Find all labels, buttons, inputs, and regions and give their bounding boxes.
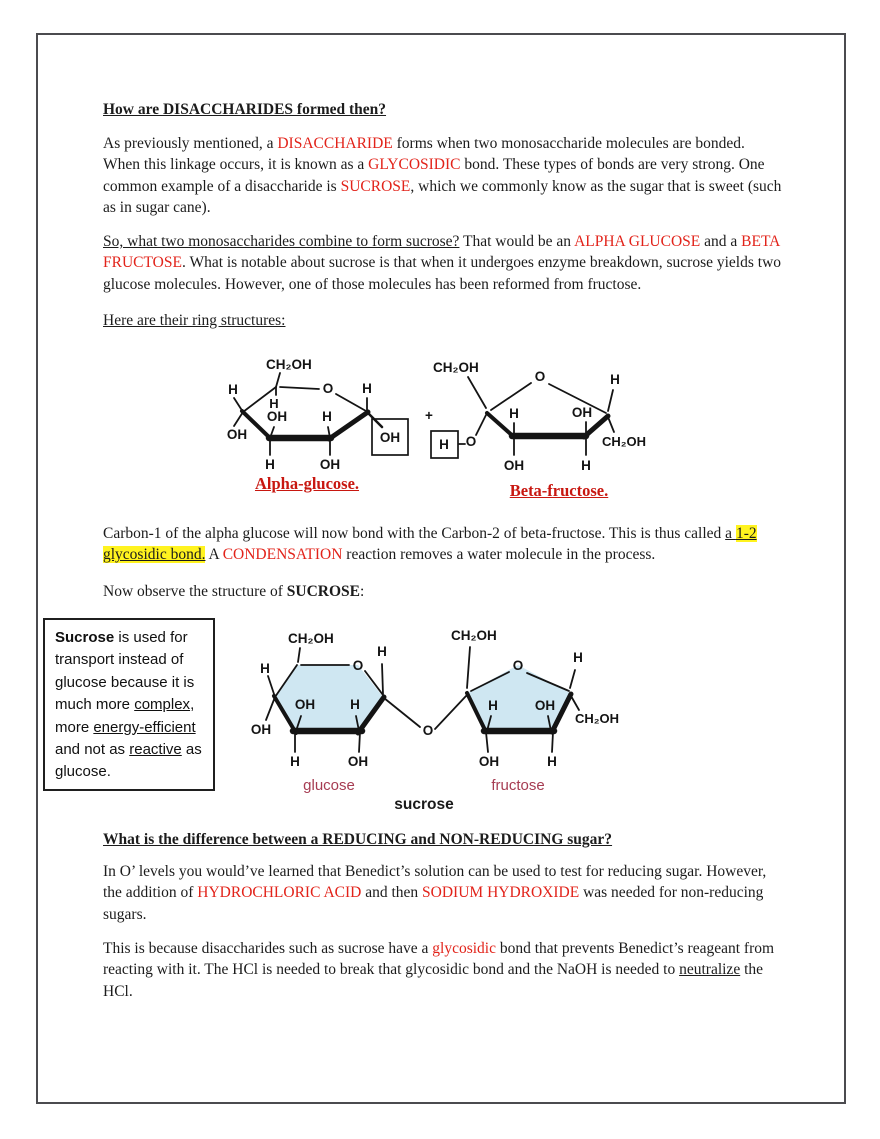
text-run: and not as <box>55 741 130 759</box>
text-run: BETA FRUCTOSE <box>103 233 780 272</box>
atom-label-oh: OH <box>347 754 369 769</box>
paragraph-disaccharide-intro <box>103 133 785 218</box>
atom-label-ch2oh: CH₂OH <box>602 434 647 449</box>
text-run: the HCl. <box>103 961 764 1000</box>
text-run: Here are their ring structures: <box>103 312 286 329</box>
atom-label-ring-o: O <box>352 658 364 673</box>
paragraph-observe-sucrose <box>103 581 785 602</box>
text-run: SUCROSE <box>340 177 411 195</box>
atom-label-ch2oh: CH₂OH <box>433 360 479 375</box>
text-run: is used for transport instead of glucose because it is much more <box>55 629 195 714</box>
paragraph-hcl-naoh <box>103 938 785 1002</box>
atom-label-h: H <box>260 661 270 676</box>
beta-fructose-atom-labels <box>433 360 646 473</box>
atom-label-boxed-oh: OH <box>379 430 401 445</box>
sucrose-note-box <box>43 618 215 791</box>
plus-sign: + <box>425 408 433 423</box>
text-run: A <box>205 546 223 564</box>
paragraph-glycosidic-bond <box>103 523 785 566</box>
text-run: Now observe the structure of <box>103 583 287 600</box>
text-run: . What is notable about sucrose is that when it undergoes enzyme breakdown, sucrose yields two glucose molecules. However, one of those molecules has been reformed from fructose. <box>103 254 782 293</box>
paragraph-ring-structures-lead <box>103 310 785 331</box>
text-run: , more <box>55 696 195 736</box>
atom-label-h: H <box>269 396 279 411</box>
text-run: complex <box>134 696 191 714</box>
text-run: In O’ levels you would’ve learned that Benedict’s solution can be used to test for reducing sugar. However, the addition of <box>103 863 767 902</box>
atom-label-h: H <box>290 754 300 769</box>
text-run: neutralize <box>679 961 741 979</box>
heading-disaccharides <box>103 99 785 120</box>
text-run: Sucrose <box>55 629 115 646</box>
text-run: reaction removes a water molecule in the process. <box>342 546 656 564</box>
atom-label-oh: OH <box>571 405 593 420</box>
text-run: glycosidic <box>432 940 496 957</box>
text-run: SUCROSE <box>286 583 361 600</box>
text-run: GLYCOSIDIC <box>368 156 461 174</box>
atom-label-oh: OH <box>294 697 316 712</box>
atom-label-bridge-o: O <box>422 723 434 738</box>
glucose-label: glucose <box>303 777 355 794</box>
sucrose-structure-diagram <box>248 618 633 818</box>
text-run: and a <box>700 233 742 250</box>
text-run: and then <box>361 884 423 902</box>
atom-label-oh: OH <box>266 409 288 424</box>
text-run: DISACCHARIDE <box>277 135 393 152</box>
text-run: a <box>725 525 736 542</box>
atom-label-h: H <box>573 650 583 665</box>
atom-label-ring-o: O <box>512 658 524 673</box>
atom-label-boxed-h: H <box>439 437 449 452</box>
text-run: That would be an <box>459 233 575 250</box>
atom-label-o: O <box>465 434 477 449</box>
atom-label-ch2oh: CH₂OH <box>451 628 497 643</box>
atom-label-h: H <box>265 457 275 472</box>
text-run: So, what two monosaccharides combine to form sucrose? <box>103 233 460 250</box>
heading-reducing-sugar <box>103 829 785 850</box>
text-run: forms when two monosaccharide molecules are bonded. When this linkage occurs, it is known as a <box>103 135 745 174</box>
text-run: glycosidic bond. <box>103 546 206 564</box>
atom-label-h: H <box>488 698 498 713</box>
text-run: CONDENSATION <box>222 546 343 564</box>
text-run: This is because disaccharides such as sucrose have a <box>103 940 433 957</box>
atom-label-ch2oh: CH₂OH <box>266 357 312 372</box>
atom-label-h: H <box>547 754 557 769</box>
text-run: 1-2 <box>735 525 757 542</box>
text-run: bond that prevents Benedict’s reageant from reacting with it. The HCl is needed to break that glycosidic bond and the NaOH is needed to <box>103 940 775 979</box>
text-run: , which we commonly know as the sugar that is sweet (such as in sugar cane). <box>103 177 782 216</box>
paragraph-benedicts-test <box>103 861 785 925</box>
text-run: As previously mentioned, a <box>103 135 278 152</box>
atom-label-ring-o: O <box>322 381 334 396</box>
atom-label-oh: OH <box>478 754 500 769</box>
atom-label-h: H <box>509 406 519 421</box>
sucrose-ring-fills <box>275 665 570 732</box>
atom-label-h: H <box>581 458 591 473</box>
atom-label-h: H <box>350 697 360 712</box>
atom-label-h: H <box>377 644 387 659</box>
paragraph-sucrose-composition <box>103 231 785 295</box>
text-run: What is the difference between a REDUCING and NON-REDUCING sugar? <box>103 831 613 848</box>
atom-label-ring-o: O <box>534 369 546 384</box>
text-run: Carbon-1 of the alpha glucose will now bond with the Carbon-2 of beta-fructose. This is thus called <box>103 525 726 542</box>
atom-label-oh: OH <box>226 427 248 442</box>
atom-label-oh: OH <box>250 722 272 737</box>
atom-label-h: H <box>322 409 332 424</box>
atom-label-h: H <box>610 372 620 387</box>
atom-label-oh: OH <box>534 698 556 713</box>
text-run: HYDROCHLORIC ACID <box>197 884 362 902</box>
text-run: bond. These types of bonds are very strong. One common example of a disaccharide is <box>103 156 765 195</box>
atom-label-ch2oh: CH₂OH <box>575 711 620 726</box>
text-run: as glucose. <box>55 741 202 781</box>
text-run: SODIUM HYDROXIDE <box>422 884 580 902</box>
atom-label-oh: OH <box>503 458 525 473</box>
sucrose-label: sucrose <box>394 796 454 813</box>
text-run: How are DISACCHARIDES formed then? <box>103 101 387 118</box>
beta-fructose-label: Beta-fructose. <box>509 481 609 500</box>
sucrose-name-labels <box>303 777 545 813</box>
atom-label-h: H <box>362 381 372 396</box>
atom-label-ch2oh: CH₂OH <box>288 631 334 646</box>
text-run: was needed for non-reducing sugars. <box>103 884 764 923</box>
atom-label-h: H <box>228 382 238 397</box>
text-run: energy-efficient <box>93 718 196 736</box>
text-run: reactive <box>129 741 182 759</box>
fructose-label: fructose <box>491 777 545 794</box>
alpha-glucose-label: Alpha-glucose. <box>254 474 360 493</box>
text-run: : <box>360 583 365 600</box>
atom-label-oh: OH <box>319 457 341 472</box>
text-run: ALPHA GLUCOSE <box>574 233 701 250</box>
